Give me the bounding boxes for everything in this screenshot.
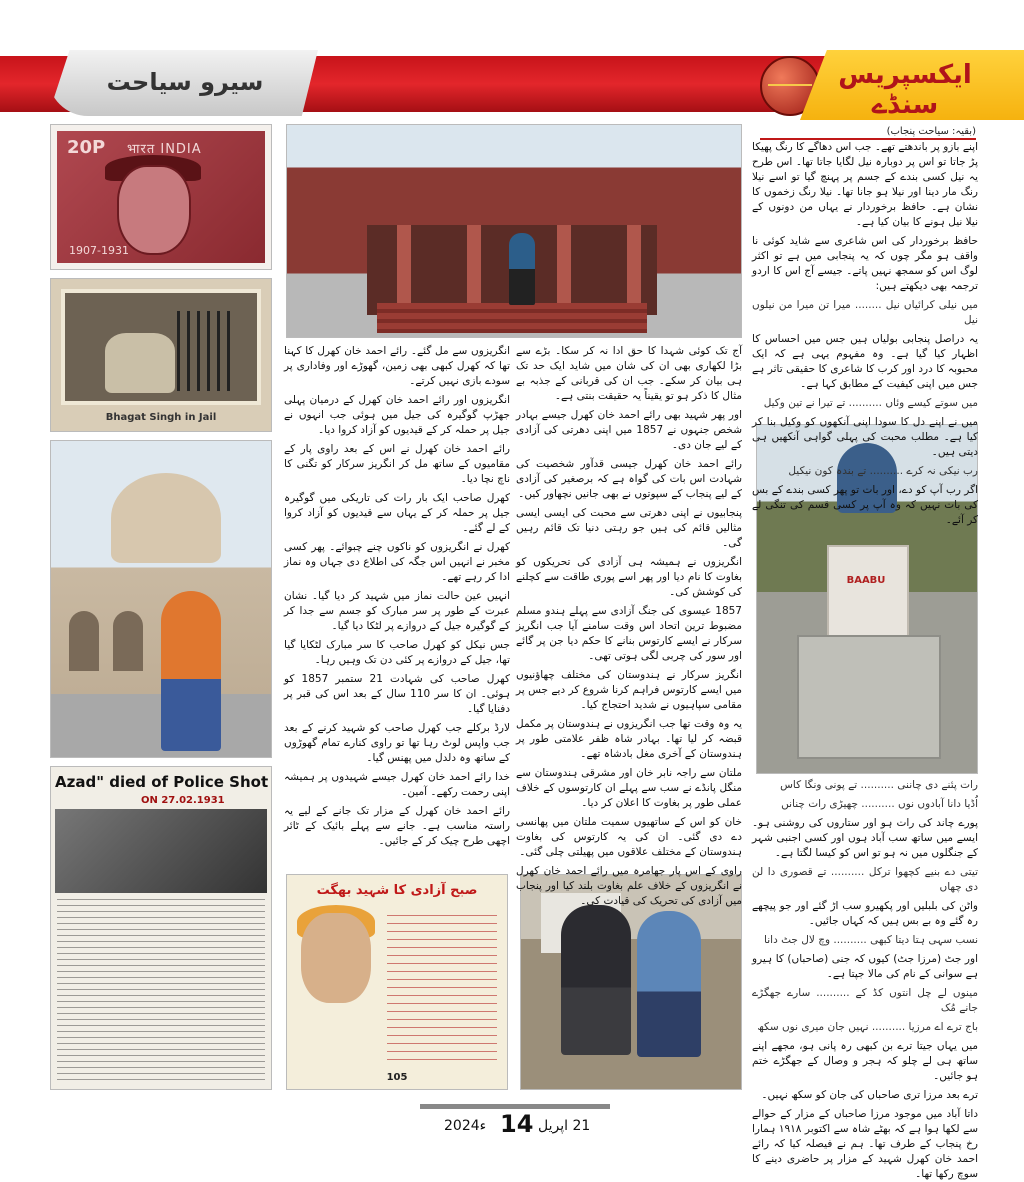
stamp-face: [57, 131, 265, 263]
paragraph: پورے چاند کی رات ہو اور ستاروں کی روشنی ہو۔ ایسے میں ساتھ سب آباد ہوں اور کسی اجنبی شہر کے جنگلوں میں نہ ہو تو اس کو کیسا لگتا ہے۔: [752, 817, 978, 859]
haveli-photo: [286, 124, 742, 338]
paragraph: 1857 عیسوی کی جنگ آزادی سے پہلے ہندو مسلم مضبوط ترین اتحاد اس وقت سامنے آیا جب انگریز سرکار نے ایسے کارتوس بنانے کا حکم دیا جن پر گائے اور سور کی چربی لگی ہوتی تھی۔: [516, 605, 742, 662]
paragraph: خدا رائے احمد خان کھرل جیسے شہیدوں پر ہمیشہ اپنی رحمت رکھے۔ آمین۔: [284, 771, 510, 798]
tomb-arch: [113, 611, 143, 671]
tomb-photo: [50, 440, 272, 758]
paragraph: اور جٹ (مرزا جٹ) کیوں کہ جنی (صاحباں) کا ہیرو ہے سوانی کے نام کی مالا جپتا ہے۔: [752, 953, 978, 980]
stamp-value: 20P: [67, 137, 106, 158]
poster-footer: 105: [386, 1072, 408, 1083]
verse: تیتی دے بنیے کچھوا ترکل .......... تے قصوری دا لن دی چھاں: [752, 866, 978, 893]
paragraph: کھرل صاحب ایک بار رات کی تاریکی میں گوگیرہ جیل پر حملہ کر کے یہاں سے قیدیوں کو آزاد کروا کے لے گئے۔: [284, 492, 510, 534]
paragraph: رائے احمد خان کھرل جیسی قدآور شخصیت کی شہادت اس بات کی گواہ ہے کہ برصغیر کی آزادی کے لیے پنجاب کے سپوتوں نے بھی جانیں نچھاور کیں۔: [516, 458, 742, 500]
grave-slab: [797, 635, 941, 759]
paragraph: خان کو اس کے ساتھیوں سمیت ملتان میں پھانسی دے دی گئی۔ ان کی یہ کارتوس کی بغاوت ہندوستان کے مختلف علاقوں میں پھیلتی چلی گئی۔: [516, 816, 742, 858]
footer-year: 2024ء: [444, 1118, 487, 1134]
man-standing: [509, 233, 535, 305]
poster-photo: [286, 874, 508, 1090]
paragraph: انگریزوں نے ہمیشہ ہی آزادی کی تحریکوں کو بغاوت کا نام دیا اور پھر اسے پوری طاقت سے کچلنے کی کوشش کی۔: [516, 556, 742, 598]
paragraph: واٹن کی بلبلیں اور پکھیرو سب اڑ گئے اور جو پیچھے رہ گئے وہ بے بس ہیں کہ کہاں جائیں۔: [752, 900, 978, 927]
footer-rule: [420, 1104, 610, 1109]
paragraph: آج تک کوئی شہدا کا حق ادا نہ کر سکا۔ بڑے سے بڑا لکھاری بھی ان کی شان میں شاید ایک حد تک ہی بیان کر سکے۔ جب ان کی قربانی کے جذبہ بے مثال کا ذکر ہو تو یقیناً یہ حقیقت بنتی ہے۔: [516, 345, 742, 402]
article-kicker: (بقیہ: سیاحت پنجاب): [760, 126, 976, 140]
paragraph: اگر رب آپ کو دے، اور بات تو پھر کسی بندے کے بس کی بات نہیں کہ وہ آپ پر کسی قسم کی تنگی لے کر آئے۔: [752, 484, 978, 526]
jail-painting-photo: [50, 278, 272, 432]
page-number: 14: [500, 1110, 534, 1138]
stamp-country: भारत INDIA: [127, 142, 202, 157]
clipping-date: ON 27.02.1931: [141, 795, 225, 806]
verse: رات پئنے دی چاننی .......... تے پونی ونگا کاس: [780, 779, 978, 791]
painting-caption: Bhagat Singh in Jail: [105, 412, 217, 423]
article-column-right-top: [752, 140, 978, 526]
paragraph: راوی کے اس پار جھامرہ میں رائے احمد خان کھرل نے انگریزوں کے خلاف علم بغاوت بلند کیا اور پنجاب میں آزادی کی تحریک کی قیادت کی۔: [516, 865, 742, 907]
newspaper-clipping-photo: [50, 766, 272, 1090]
paragraph: ملتان سے راجہ نابر خان اور مشرقی ہندوستان سے منگل پانڈے نے سب سے پہلے ان کارتوسوں کے خلاف عملی طور پر بغاوت کا اعلان کر دیا۔: [516, 767, 742, 809]
paragraph: میں نے اپنے دل کا سودا اپنی آنکھوں کو وکیل بنا کر کیا ہے۔ مطلب محبت کی پہلی گواہی آنکھیں ہی دیتی ہیں۔: [752, 416, 978, 458]
tomb-arch: [69, 611, 99, 671]
article-column-middle-left: [284, 344, 510, 866]
verse: میں سوتے کیسے وئاں .......... تے تیرا نے تین وکیل: [763, 397, 978, 409]
verse: رب نیکی نہ کرے .......... تے بندہ کون نیکیل: [788, 465, 978, 477]
article-column-right-bottom: [752, 778, 979, 1180]
paragraph: رائے احمد خان کھرل نے اس کے بعد راوی پار کے مقامیوں کے ساتھ مل کر انگریز سرکار کو تگنی کا ناچ نچا دیا۔: [284, 443, 510, 485]
article-column-middle-right: [516, 344, 742, 907]
paragraph: میں یہاں جیتا ترے بن کبھی رہ پانی ہو، مجھے اپنے ساتھ ہی لے چلو کہ ہجر و وصال کے جھگڑے ختم ہو جائیں۔: [752, 1040, 978, 1082]
paragraph: حافظ برخوردار کی اس شاعری سے شاید کوئی نا واقف ہو مگر چوں کہ یہ پنجابی میں ہے تو اکثر لوگ اس کو سمجھ نہیں پاتے۔ جیسے آج اس کا اردو ترجمہ بھی دیکھتے ہیں:: [752, 235, 978, 292]
paragraph: اور پھر شہید بھی رائے احمد خان کھرل جیسے بہادر شخص جنہوں نے 1857 میں اپنی دھرتی کی آزادی کے لیے جان دی۔: [516, 409, 742, 451]
verse: نسب سہی ہتا دیتا کبھی .......... وچ لال جٹ دانا: [764, 934, 978, 946]
paragraph: یہ وہ وقت تھا جب انگریزوں نے ہندوستان پر مکمل قبضہ کر لیا تھا۔ بہادر شاہ ظفر علامتی طور پر ہندوستان کے آخری مغل بادشاہ تھے۔: [516, 718, 742, 760]
pillar: [467, 225, 481, 315]
paragraph: کھرل نے انگریزوں کو ناکوں چنے چبوائے۔ پھر کسی مخبر نے انہیں اس جگہ کی اطلاع دی جہاں وہ نماز ادا کر رہے تھے۔: [284, 541, 510, 583]
paragraph: انگریزوں سے مل گئے۔ رائے احمد خان کھرل کا کہنا تھا کہ کھرل کبھی بھی زمین، گھوڑے اور وفاداری پر سودے بازی نہیں کرتے۔: [284, 345, 510, 387]
pillar: [557, 225, 571, 315]
section-title: سیرو سیاحت: [106, 68, 264, 96]
verse: میں نیلی کرائیاں نیل ........ میرا تن میرا من نیلوں نیل: [752, 299, 978, 326]
verse: مینوں لے چل انتوں کڈ کے .......... سارے جھگڑے جانے مُک: [752, 987, 978, 1014]
paragraph: پنجابیوں نے اپنی دھرتی سے محبت کی ایسی ایسی مثالیں قائم کی ہیں جو رہتی دنیا تک قائم رہیں گی۔: [516, 507, 742, 549]
verse: باج ترے اے مرزیا .......... نہیں جان میری نوں سکھ: [757, 1021, 978, 1033]
paragraph: انگریزوں اور رائے احمد خان کھرل کے درمیان پہلی جھڑپ گوگیرہ کی جیل میں ہوئی جب انہوں نے جیل پر حملہ کر کے قیدیوں کو آزاد کروا دیا۔: [284, 394, 510, 436]
headstone-text: BAABU: [846, 575, 886, 586]
man-orange-sweater: [161, 591, 221, 751]
man-denim-jacket: [637, 911, 701, 1057]
footer-date: 21 اپریل: [538, 1118, 591, 1134]
paragraph: جس نیکل کو کھرل صاحب کا سر مبارک لٹکایا گیا تھا، جیل کے دروازے پر کئی دن تک وہیں رہا۔: [284, 639, 510, 666]
painting-frame: [61, 289, 261, 405]
paragraph: ترے بعد مرزا تری صاحباں کی جان کو سکھ نہیں۔: [761, 1089, 978, 1101]
paragraph: لارڈ برکلے جب کھرل صاحب کو شہید کرنے کے بعد جب واپس لوٹ رہا تھا تو راوی کنارے تمام گھوڑوں کے ساتھ وہ دلدل میں پھنس گیا۔: [284, 722, 510, 764]
poster-portrait: [301, 913, 371, 1003]
grave-headstone: [827, 545, 909, 645]
pillar: [627, 225, 641, 315]
paragraph: اپنے بازو پر باندھتے تھے۔ جب اس دھاگے کا رنگ پھیکا پڑ جاتا تو اس پر دوبارہ نیل لگایا جاتا تھا۔ اس طرح یہ نیل کسی بندے کے جسم پر پہنچ گیا تو اسے نیلا رنگ مار دینا اور نیلا ہو جانا تھا۔ نیلا رنگ زخموں کا نشان ہے۔ حافظ برخوردار نے یہاں من دونوں کے نیلا نیل ہونے کا بیان کیا ہے۔: [752, 141, 978, 228]
clipping-headline: Azad" died of Police Shot: [55, 773, 269, 791]
portrait-shape: [117, 165, 191, 255]
poster-verse-lines: [387, 915, 497, 1063]
clipping-text-lines: [57, 899, 265, 1083]
jail-bars: [177, 311, 237, 391]
paragraph: انہیں عین حالت نماز میں شہید کر دیا گیا۔ نشان عبرت کے طور پر سر مبارک کو جسم سے جدا کر کے گوگیرہ جیل کے دروازے پر لٹکا دیا گیا۔: [284, 590, 510, 632]
prisoner-shape: [105, 333, 175, 393]
stamp-photo: [50, 124, 272, 270]
pillar: [397, 225, 411, 315]
tomb-dome: [111, 473, 221, 563]
page-header: [0, 50, 1024, 122]
paragraph: انگریز سرکار نے ہندوستان کی مختلف چھاؤنیوں میں ایسے کارتوس فراہم کرنا شروع کر دیے جس پر مقامی سپاہیوں نے شدید احتجاج کیا۔: [516, 669, 742, 711]
poster-title: صبح آزادی کا شہید بھگت: [316, 883, 478, 898]
paragraph: کھرل صاحب کی شہادت 21 ستمبر 1857 کو ہوئی۔ ان کا سر 110 سال کے بعد اس کی قبر پر دفنایا گیا۔: [284, 673, 510, 715]
publication-logo: ایکسپریس سنڈے: [838, 60, 972, 120]
man-black-jacket: [561, 905, 631, 1055]
clipping-image: [55, 809, 267, 893]
verse: اُڈیا دانا آبادوں نوں .......... چھیڑی رات چنانں: [781, 798, 978, 810]
paragraph: داتا آباد میں موجود مرزا صاحباں کے مزار کے حوالے سے لکھا ہوا ہے کہ بھٹے شاہ سے اکتوبر ۱۹۱۸ ہمارا رخ پنجاب کے طرف تھا۔ ہم نے فیصلہ کیا کہ رائے احمد خان کھرل شہید کے مزار پر حاضری دینے کا سوچ رکھا تھا۔: [752, 1108, 979, 1180]
paragraph: رائے احمد خان کھرل کے مزار تک جانے کے لیے یہ راستہ مناسب ہے۔ جانے سے پہلے بائیک کے ٹائر اچھی طرح چیک کر کے جائیں۔: [284, 805, 510, 847]
stamp-years: 1907-1931: [69, 244, 129, 257]
steps: [377, 303, 647, 333]
paragraph: یہ دراصل پنجابی بولیاں ہیں جس میں احساس کا اظہار کیا گیا ہے۔ وہ مفہوم یہی ہے کہ ایک محبوبہ کا درد اور کرب کا شاعری کا حقیقی تاثر ہے جس میں اپنی کیفیت کے مطابق کہا ہے۔: [752, 333, 978, 390]
page-footer: [420, 1104, 610, 1144]
